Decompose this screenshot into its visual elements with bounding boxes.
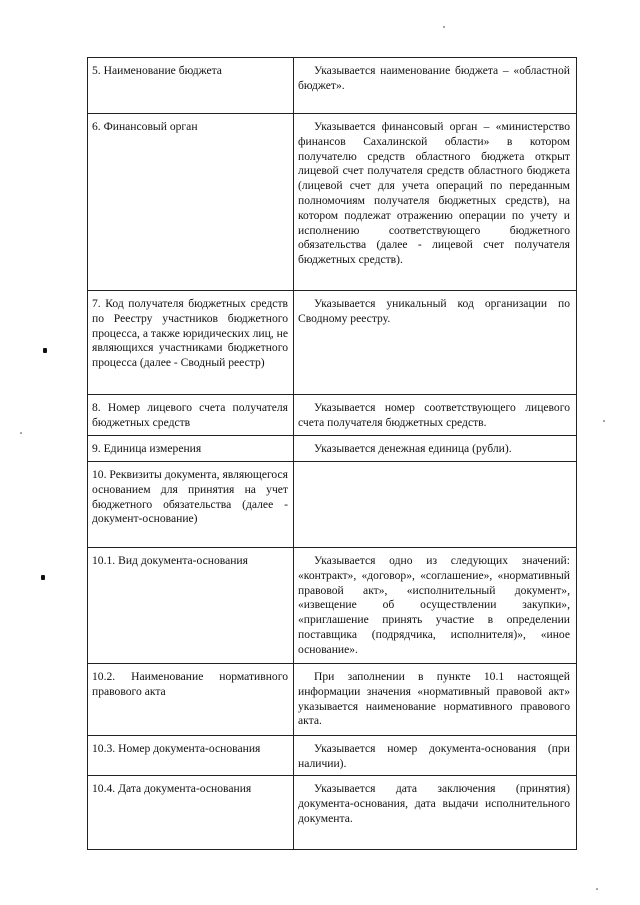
table-row [88, 395, 577, 436]
row-field-name: 7. Код получателя бюджетных средств по Реестру участников бюджетного процесса, а также юридических лиц, не являющихся участниками бюджетного процесса (далее - Сводный реестр) [88, 291, 294, 394]
row-field-description: Указывается наименование бюджета – «областной бюджет». [294, 58, 577, 113]
row-field-description: Указывается уникальный код организации по Сводному реестру. [294, 291, 577, 394]
scan-artifact [43, 348, 47, 353]
table-row [88, 436, 577, 462]
scan-artifact [41, 575, 45, 580]
scan-artifact [20, 432, 22, 434]
row-field-description: При заполнении в пункте 10.1 настоящей информации значения «нормативный правовой акт» указывается наименование нормативного правового акта. [294, 664, 577, 735]
scan-artifact [603, 420, 605, 422]
row-field-description: Указывается номер соответствующего лицевого счета получателя бюджетных средств. [294, 395, 577, 435]
row-field-name: 5. Наименование бюджета [88, 58, 294, 113]
row-field-name: 10. Реквизиты документа, являющегося основанием для принятия на учет бюджетного обязательства (далее - документ-основание) [88, 462, 294, 547]
row-field-description: Указывается дата заключения (принятия) документа-основания, дата выдачи исполнительного документа. [294, 776, 577, 849]
table-row [88, 664, 577, 736]
row-field-name: 8. Номер лицевого счета получателя бюджетных средств [88, 395, 294, 435]
table-row [88, 548, 577, 664]
table-row [88, 58, 577, 114]
row-field-name: 10.4. Дата документа-основания [88, 776, 294, 849]
row-field-description: Указывается денежная единица (рубли). [294, 436, 577, 461]
table-row [88, 462, 577, 548]
table-row [88, 291, 577, 395]
table-row [88, 736, 577, 776]
row-field-description: Указывается номер документа-основания (при наличии). [294, 736, 577, 775]
table-row [88, 776, 577, 850]
row-field-name: 10.1. Вид документа-основания [88, 548, 294, 663]
requisites-table [87, 57, 577, 850]
scan-artifact [596, 888, 598, 890]
row-field-description [294, 462, 577, 547]
row-field-name: 9. Единица измерения [88, 436, 294, 461]
row-field-description: Указывается финансовый орган – «министерство финансов Сахалинской области» в котором получателю средств областного бюджета открыт лицевой счет получателя средств областного бюджета (лицевой счет для учета операций по переданным полномочиям получателя бюджетных средств), на котором подлежат отражению операции по учету и исполнению соответствующего бюджетного обязательства (далее - лицевой счет получателя бюджетных средств). [294, 114, 577, 290]
table-row [88, 114, 577, 291]
scan-artifact [443, 26, 445, 28]
row-field-name: 10.2. Наименование нормативного правового акта [88, 664, 294, 735]
row-field-name: 10.3. Номер документа-основания [88, 736, 294, 775]
row-field-name: 6. Финансовый орган [88, 114, 294, 290]
row-field-description: Указывается одно из следующих значений: «контракт», «договор», «соглашение», «нормативный правовой акт», «исполнительный документ», «извещение об осуществлении закупки», «приглашение принять участие в определении поставщика (подрядчика, исполнителя)», «иное основание». [294, 548, 577, 663]
